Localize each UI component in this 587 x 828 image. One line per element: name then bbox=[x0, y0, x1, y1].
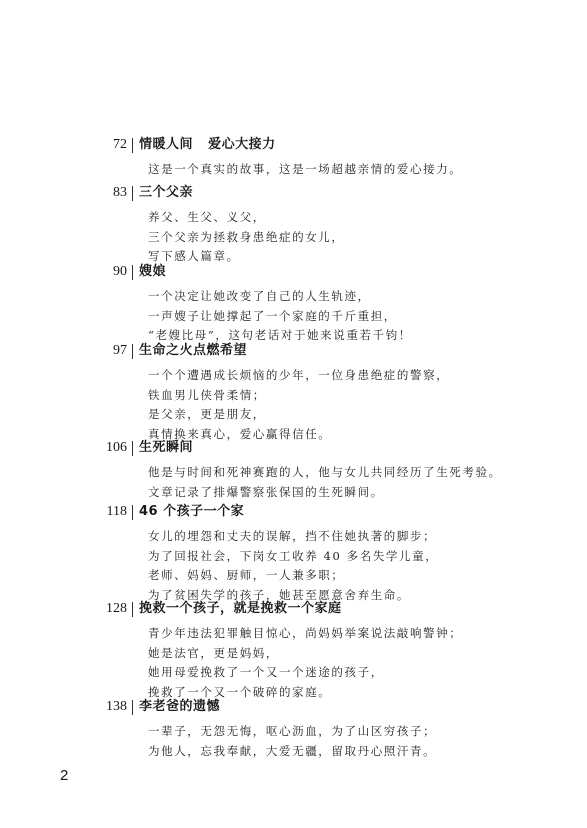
description-line: 女儿的埋怨和丈夫的误解，挡不住她执著的脚步； bbox=[148, 529, 437, 543]
toc-entry-title: 生死瞬间 bbox=[139, 440, 194, 455]
description-line: 挽救了一个又一个破碎的家庭。 bbox=[148, 684, 332, 699]
toc-divider bbox=[132, 441, 133, 456]
toc-entry bbox=[0, 697, 587, 761]
description-line: 真情换来真心，爱心赢得信任。 bbox=[148, 426, 332, 441]
toc-divider bbox=[132, 138, 133, 153]
toc-divider bbox=[132, 602, 133, 617]
description-line: 他是与时间和死神赛跑的人，他与女儿共同经历了生死考验。 bbox=[148, 465, 502, 479]
toc-entry-title: 46 个孩子一个家 bbox=[139, 504, 245, 519]
toc-entry-title: 三个父亲 bbox=[139, 185, 194, 200]
description-line: 一声嫂子让她撑起了一个家庭的千斤重担， bbox=[148, 308, 397, 323]
description-line: 三个父亲为拯救身患绝症的女儿， bbox=[148, 229, 345, 244]
toc-divider bbox=[132, 505, 133, 520]
toc-page-number: 83 bbox=[113, 185, 127, 200]
toc-entry-description bbox=[148, 619, 587, 702]
toc-entry bbox=[0, 183, 587, 267]
toc-entry-header bbox=[0, 697, 587, 717]
description-line: 老师、妈妈、厨师，一人兼多职； bbox=[148, 568, 345, 582]
toc-entry bbox=[0, 599, 587, 702]
description-line: “老嫂比母”，这句老话对于她来说重若千钧！ bbox=[148, 328, 412, 342]
toc-entry bbox=[0, 502, 587, 605]
toc-page-number: 90 bbox=[113, 264, 127, 279]
description-line: 她是法官，更是妈妈， bbox=[148, 645, 279, 660]
description-line: 青少年违法犯罪触目惊心，尚妈妈举案说法敲响警钟； bbox=[148, 626, 463, 640]
description-line: 为了贫困失学的孩子，她甚至愿意舍弃生命。 bbox=[148, 587, 410, 602]
description-line: 为他人，忘我奉献，大爱无疆，留取丹心照汗青。 bbox=[148, 743, 437, 758]
toc-entry-description bbox=[148, 203, 587, 267]
toc-divider bbox=[132, 700, 133, 715]
toc-entry-description bbox=[148, 282, 587, 346]
description-line: 文章记录了排爆警察张保国的生死瞬间。 bbox=[148, 484, 384, 499]
toc-page-number: 97 bbox=[113, 343, 127, 358]
page-number: 2 bbox=[60, 767, 69, 784]
toc-page-number: 128 bbox=[106, 601, 127, 616]
toc-entry-description bbox=[148, 155, 587, 180]
toc-divider bbox=[132, 186, 133, 201]
toc-entry-description bbox=[148, 522, 587, 605]
toc-entry bbox=[0, 262, 587, 346]
description-line: 一个决定让她改变了自己的人生轨迹， bbox=[148, 289, 371, 303]
toc-entry-title: 挽救一个孩子，就是挽救一个家庭 bbox=[139, 601, 342, 616]
toc-entry-title: 李老爸的遗憾 bbox=[139, 699, 221, 714]
description-line: 她用母爱挽救了一个又一个迷途的孩子， bbox=[148, 665, 384, 679]
description-line: 是父亲，更是朋友， bbox=[148, 407, 266, 421]
toc-entry-description bbox=[148, 717, 587, 761]
toc-page-number: 106 bbox=[106, 440, 127, 455]
toc-entry-title: 嫂娘 bbox=[139, 264, 167, 279]
toc-entry-description bbox=[148, 458, 587, 502]
toc-entry-title: 情暖人间 爱心大接力 bbox=[139, 137, 276, 152]
description-line: 为了回报社会，下岗女工收养 40 多名失学儿童， bbox=[148, 548, 439, 563]
toc-entry-description bbox=[148, 361, 587, 444]
toc-entry bbox=[0, 135, 587, 180]
toc-entry-header bbox=[0, 135, 587, 155]
toc-page-number: 118 bbox=[106, 504, 127, 519]
toc-entry-header bbox=[0, 183, 587, 203]
toc-divider bbox=[132, 265, 133, 280]
toc-entry-header bbox=[0, 438, 587, 458]
toc-page-number: 138 bbox=[106, 699, 127, 714]
description-line: 铁血男儿侠骨柔情； bbox=[148, 387, 266, 402]
description-line: 一个个遭遇成长烦恼的少年，一位身患绝症的警察， bbox=[148, 368, 450, 382]
toc-entry-header bbox=[0, 502, 587, 522]
toc-entry-header bbox=[0, 599, 587, 619]
toc-entry bbox=[0, 438, 587, 502]
toc-entry-header bbox=[0, 341, 587, 361]
description-line: 养父、生父、义父， bbox=[148, 210, 266, 224]
toc-entry-title: 生命之火点燃希望 bbox=[139, 343, 248, 358]
toc-page-number: 72 bbox=[113, 137, 127, 152]
description-line: 一辈子，无怨无悔，呕心沥血，为了山区穷孩子； bbox=[148, 724, 437, 738]
description-line: 写下感人篇章。 bbox=[148, 249, 240, 263]
toc-entry bbox=[0, 341, 587, 444]
toc-divider bbox=[132, 344, 133, 359]
toc-entry-header bbox=[0, 262, 587, 282]
description-line: 这是一个真实的故事，这是一场超越亲情的爱心接力。 bbox=[148, 162, 463, 176]
